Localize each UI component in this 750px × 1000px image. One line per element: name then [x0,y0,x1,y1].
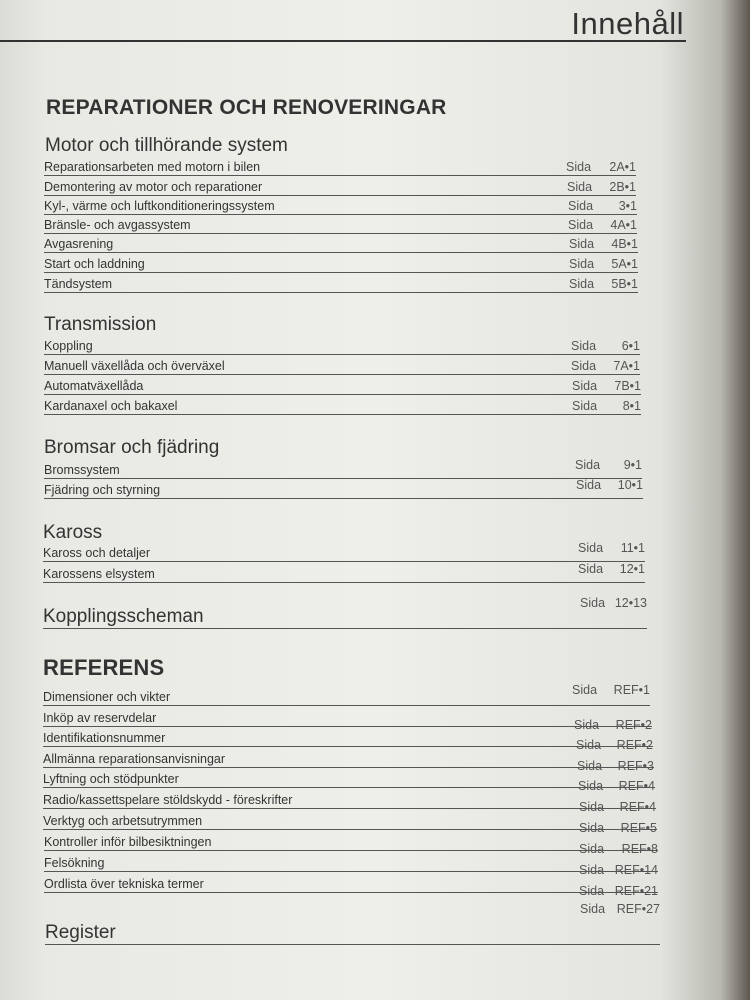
entry-sida: Sida [569,277,595,291]
toc-entry[interactable] [44,873,658,898]
toc-entry[interactable] [43,727,653,752]
toc-entry[interactable] [44,253,638,273]
entry-sida: Sida [578,562,604,576]
entry-page-ref: 7B•1 [614,379,641,393]
entry-label: Automatväxellåda [44,379,144,393]
entry-page-ref: 5B•1 [611,277,638,291]
toc-entry[interactable] [44,273,638,293]
entry-label: Radio/kassettspelare stöldskydd - föreskrifter [43,793,293,807]
entry-page-ref: 8•1 [622,399,641,413]
entry-page-ref: REF•3 [617,759,654,773]
group-heading-motor: Motor och tillhörande system [45,135,288,156]
entry-page-ref: 6•1 [621,339,640,353]
toc-entry[interactable] [44,375,641,395]
entry-page-ref: 2A•1 [609,160,636,174]
toc-entry[interactable] [44,195,637,215]
entry-page-ref: 3•1 [618,199,637,213]
entry-label: Kopplingsscheman [43,606,204,627]
page-title: Innehåll [571,6,684,41]
toc-entry[interactable] [44,156,636,176]
entry-sida: Sida [579,821,605,835]
entry-page-ref: 10•1 [617,478,643,492]
entry-sida: Sida [576,738,602,752]
entry-sida: Sida [580,596,606,610]
entry-label: Start och laddning [44,257,145,271]
group-heading-transmission: Transmission [44,314,157,335]
toc-entry[interactable] [44,479,643,499]
entry-sida: Sida [580,902,606,916]
entry-label: Kontroller inför bilbesiktningen [44,835,212,849]
entry-label: Avgasrening [44,237,114,251]
entry-sida: Sida [572,379,598,393]
toc-entry[interactable] [44,335,640,355]
entry-sida: Sida [572,399,598,413]
toc-entry[interactable] [44,395,641,415]
toc-entry[interactable] [44,852,658,877]
entry-sida: Sida [566,160,592,174]
entry-sida: Sida [568,218,594,232]
toc-entry[interactable] [44,233,638,253]
entry-label: Manuell växellåda och överväxel [44,359,225,373]
toc-entry[interactable] [43,683,650,706]
entry-page-ref: 12•13 [614,596,647,610]
entry-page-ref: 4A•1 [610,218,637,232]
entry-label: Demontering av motor och reparationer [44,180,263,194]
entry-label: Ordlista över tekniska termer [44,877,204,891]
toc-entry[interactable] [44,176,636,196]
group-heading-body: Kaross [43,522,103,543]
entry-page-ref: 2B•1 [609,180,636,194]
entry-page-ref: REF•4 [618,779,655,793]
entry-label: Inköp av reservdelar [43,711,157,725]
entry-sida: Sida [571,339,597,353]
entry-page-ref: REF•5 [620,821,657,835]
entry-page-ref: 12•1 [619,562,645,576]
entry-sida: Sida [574,718,600,732]
entry-page-ref: REF•4 [619,800,656,814]
toc-entry[interactable] [43,707,652,732]
toc-entry[interactable] [44,214,637,234]
entry-label: Kaross och detaljer [43,546,151,560]
entry-sida: Sida [576,478,602,492]
toc-entry[interactable] [43,563,645,583]
entry-sida: Sida [568,199,594,213]
toc-entry[interactable] [43,810,657,835]
entry-sida: Sida [577,759,603,773]
toc-entry[interactable] [44,831,658,856]
entry-sida: Sida [572,683,598,697]
toc-entry-register[interactable] [45,902,660,945]
entry-sida: Sida [575,458,601,472]
entry-page-ref: REF•1 [613,683,650,697]
entry-page-ref: REF•8 [621,842,658,856]
entry-label: Kardanaxel och bakaxel [44,399,178,413]
entry-page-ref: 5A•1 [611,257,638,271]
entry-page-ref: REF•14 [614,863,658,877]
entry-label: Lyftning och stödpunkter [43,772,179,786]
entry-label: Identifikationsnummer [43,731,166,745]
entry-sida: Sida [569,257,595,271]
entry-label: Koppling [44,339,93,353]
toc-entry[interactable] [44,459,642,479]
entry-page-ref: REF•2 [615,718,652,732]
entry-page-ref: REF•27 [616,902,660,916]
entry-label: Allmänna reparationsanvisningar [43,752,226,766]
entry-page-ref: REF•21 [614,884,658,898]
entry-label: Verktyg och arbetsutrymmen [43,814,203,828]
toc-entry-wiring[interactable] [43,598,647,629]
entry-label: Bromssystem [44,463,120,477]
entry-sida: Sida [567,180,593,194]
entry-label: Reparationsarbeten med motorn i bilen [44,160,261,174]
entry-sida: Sida [579,863,605,877]
entry-label: Register [45,922,116,943]
group-heading-brakes: Bromsar och fjädring [44,437,220,458]
entry-label: Bränsle- och avgassystem [44,218,191,232]
entry-sida: Sida [579,800,605,814]
entry-page-ref: REF•2 [616,738,653,752]
toc-entry[interactable] [43,748,654,773]
entry-sida: Sida [579,884,605,898]
entry-page-ref: 7A•1 [613,359,640,373]
entry-page-ref: 9•1 [623,458,642,472]
repairs-heading: REPARATIONER OCH RENOVERINGAR [46,96,447,119]
entry-sida: Sida [571,359,597,373]
reference-heading: REFERENS [43,655,165,680]
entry-label: Tändsystem [44,277,113,291]
toc-entry[interactable] [43,789,656,814]
entry-sida: Sida [578,541,604,555]
entry-sida: Sida [569,237,595,251]
entry-label: Kyl-, värme och luftkonditioneringssystem [44,199,275,213]
entry-page-ref: 4B•1 [611,237,638,251]
toc-entry[interactable] [43,542,645,562]
entry-page-ref: 11•1 [620,541,645,555]
toc-entry[interactable] [43,768,655,793]
entry-label: Dimensioner och vikter [43,690,171,704]
entry-label: Fjädring och styrning [44,483,161,497]
entry-sida: Sida [578,779,604,793]
entry-label: Karossens elsystem [43,567,155,581]
entry-label: Felsökning [44,856,105,870]
entry-sida: Sida [579,842,605,856]
toc-entry[interactable] [44,355,640,375]
